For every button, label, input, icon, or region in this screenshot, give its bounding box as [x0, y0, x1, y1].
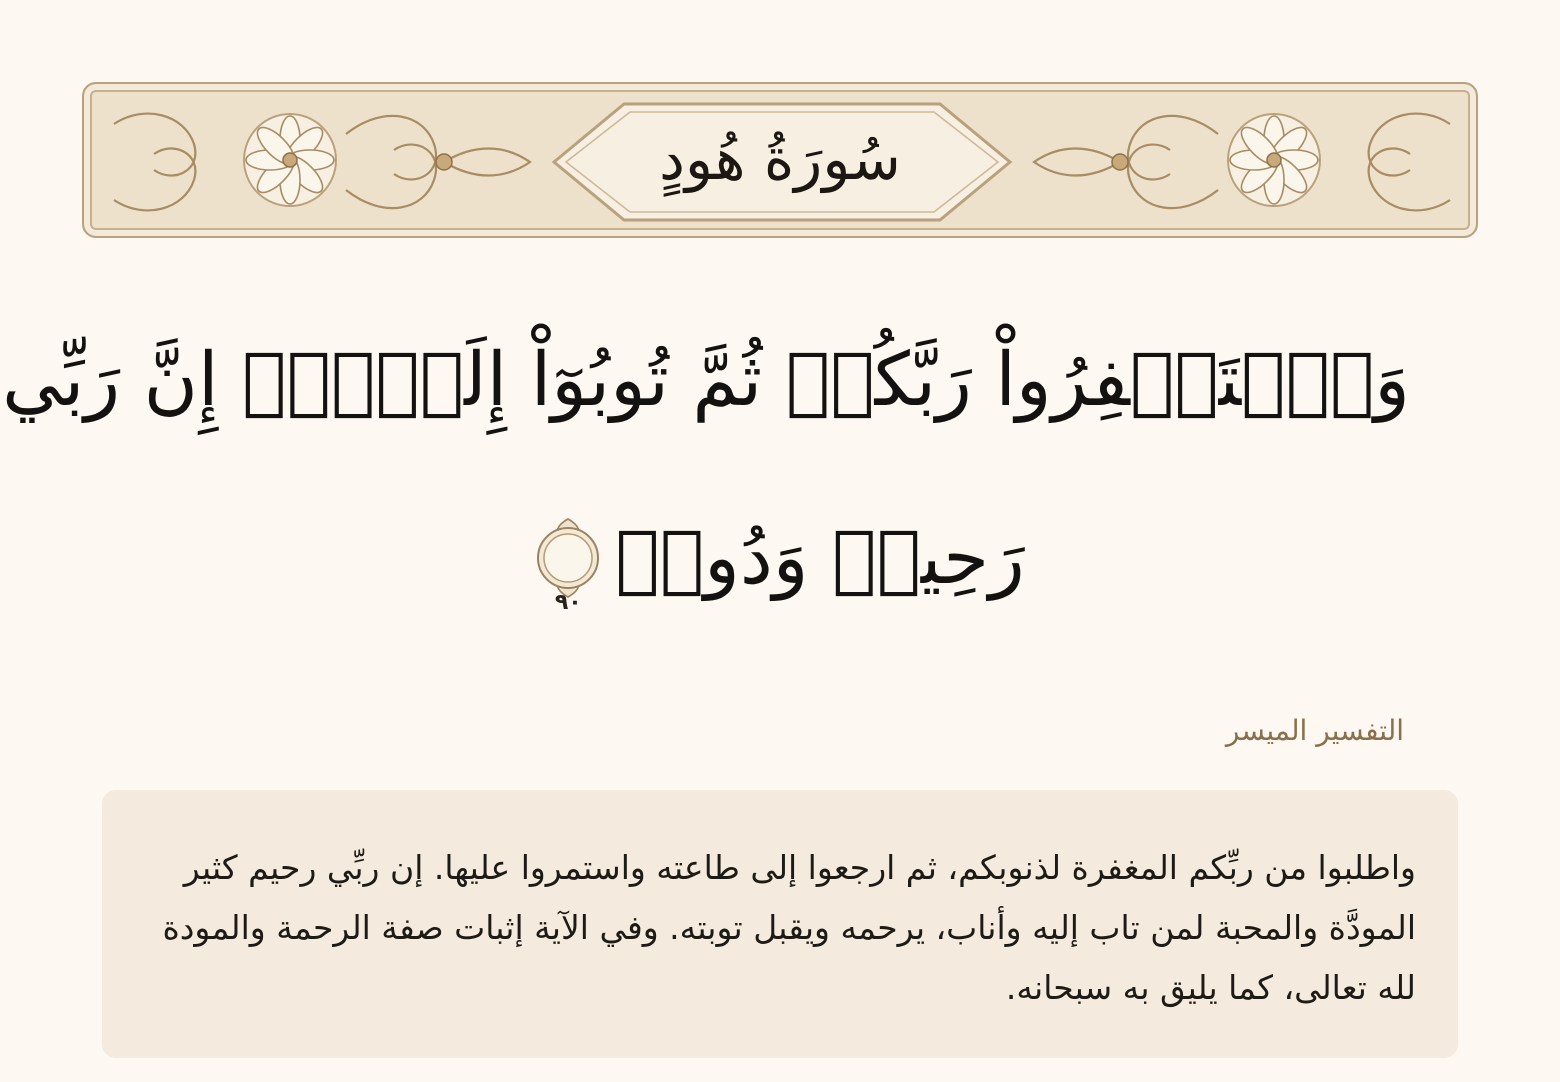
tafsir-text: واطلبوا من ربِّكم المغفرة لذنوبكم، ثم ارجعوا إلى طاعته واستمروا عليها. إن ربِّي رحيم كثير المودَّة والمحبة لمن تاب إليه وأناب، يرحمه ويقبل توبته. وفي الآية إثبات صفة الرحمة والمودة لله تعالى، كما يليق به سبحانه. — [162, 848, 1416, 1007]
surah-title: سُورَةُ هُودٍ — [659, 125, 901, 193]
ayah-number: ٩٠ — [554, 590, 582, 615]
ayah-number-marker — [535, 517, 601, 615]
tafsir-box — [102, 790, 1458, 1058]
ayah-line-1: وَٱسۡتَغۡفِرُواْ رَبَّكُمۡ ثُمَّ تُوبُوٓاْ إِلَيۡهِۚ إِنَّ رَبِّي — [2, 337, 1410, 423]
ayah-line-2: رَحِيمٞ وَدُودٞ — [615, 515, 1025, 601]
ayah-line-2-row — [535, 498, 1024, 618]
ayah-line-2-container — [150, 498, 1410, 618]
surah-header-banner — [82, 82, 1478, 238]
tafsir-label: التفسير الميسر — [1225, 714, 1404, 747]
